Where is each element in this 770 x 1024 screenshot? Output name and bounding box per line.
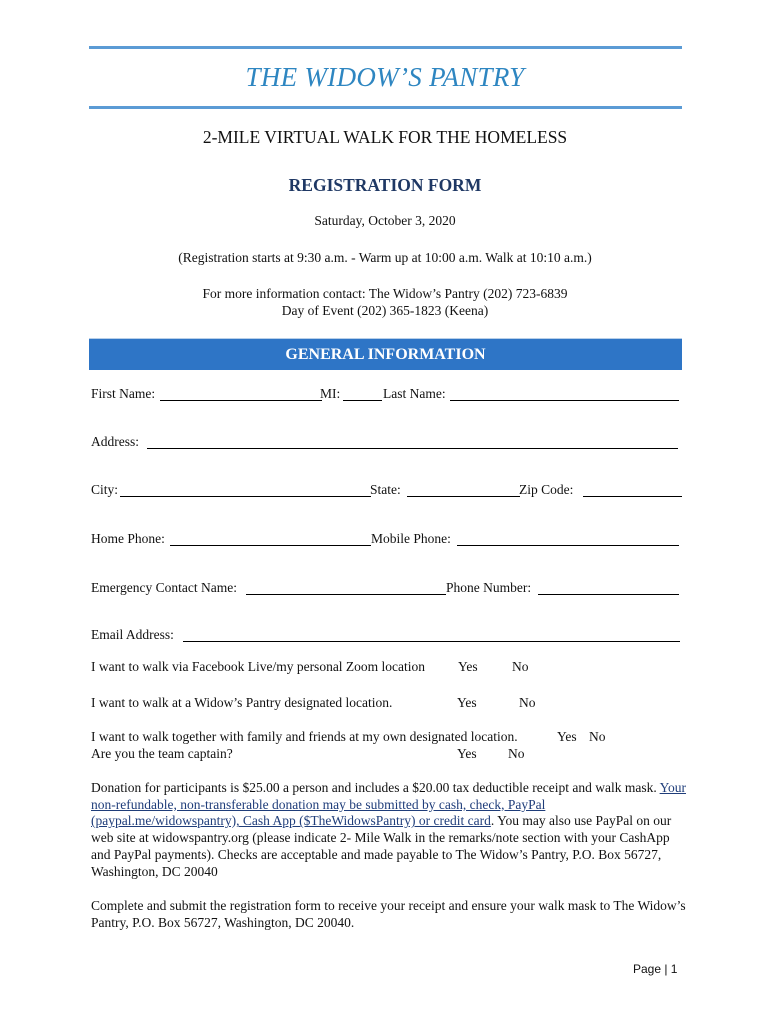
event-schedule: (Registration starts at 9:30 a.m. - Warm up at 10:00 a.m. Walk at 10:10 a.m.) — [178, 250, 592, 265]
first-name-label: First Name: — [91, 386, 156, 401]
no-option[interactable]: No — [512, 659, 529, 674]
page-number: Page | 1 — [633, 962, 678, 976]
phone-number-label: Phone Number: — [446, 580, 532, 595]
yes-option[interactable]: Yes — [457, 746, 477, 761]
email-label: Email Address: — [91, 627, 174, 642]
first-name-field[interactable] — [160, 400, 322, 401]
mobile-phone-field[interactable] — [457, 545, 679, 546]
address-row — [91, 434, 139, 450]
organization-title: THE WIDOW’S PANTRY — [245, 62, 525, 92]
yes-option[interactable]: Yes — [457, 695, 477, 710]
top-rule — [89, 46, 682, 49]
zip-code-field[interactable] — [583, 496, 682, 497]
state-label: State: — [370, 482, 401, 497]
email-field[interactable] — [183, 641, 680, 642]
title-underline-rule — [89, 106, 682, 109]
yes-option[interactable]: Yes — [458, 659, 478, 674]
home-phone-label: Home Phone: — [91, 531, 165, 546]
question-text: I want to walk together with family and friends at my own designated location. — [91, 729, 518, 744]
city-field[interactable] — [120, 496, 371, 497]
no-option[interactable]: No — [508, 746, 525, 761]
event-subtitle: 2-MILE VIRTUAL WALK FOR THE HOMELESS — [202, 127, 568, 147]
city-label: City: — [91, 482, 119, 497]
day-of-event-contact: Day of Event (202) 365-1823 (Keena) — [281, 303, 489, 318]
phone-number-field[interactable] — [538, 594, 679, 595]
question-text: I want to walk via Facebook Live/my personal Zoom location — [91, 659, 426, 674]
home-phone-field[interactable] — [170, 545, 371, 546]
emergency-contact-field[interactable] — [246, 594, 446, 595]
no-option[interactable]: No — [589, 729, 606, 744]
question-text: Are you the team captain? — [91, 746, 233, 761]
section-heading-band — [89, 338, 682, 370]
form-title: REGISTRATION FORM — [288, 175, 482, 195]
question-text: I want to walk at a Widow’s Pantry designated location. — [91, 695, 393, 710]
no-option[interactable]: No — [519, 695, 536, 710]
yes-option[interactable]: Yes — [557, 729, 577, 744]
section-heading: GENERAL INFORMATION — [285, 346, 486, 363]
mi-field[interactable] — [343, 400, 382, 401]
zip-code-label: Zip Code: — [519, 482, 574, 497]
last-name-field[interactable] — [450, 400, 679, 401]
donation-text: Donation for participants is $25.00 a person and includes a $20.00 tax deductible receipt and walk mask. — [91, 780, 660, 795]
address-label: Address: — [91, 434, 139, 449]
address-field[interactable] — [147, 448, 678, 449]
mobile-phone-label: Mobile Phone: — [371, 531, 451, 546]
donation-text-continued: . You may also use PayPal on our web site at widowspantry.org (please indicate 2- Mile Walk in the remarks/note section with your CashApp and PayPal payments). Checks are acceptable and made payable to The Widow’s Pantry, P.O. Box 56727, Washington, DC 20040 — [91, 813, 672, 879]
event-date: Saturday, October 3, 2020 — [314, 213, 456, 228]
closing-paragraph: Complete and submit the registration form to receive your receipt and ensure your walk mask to The Widow’s Pantry, P.O. Box 56727, Washington, DC 20040. — [91, 898, 686, 930]
donation-paragraph — [91, 780, 686, 880]
state-field[interactable] — [407, 496, 520, 497]
mi-label: MI: — [320, 386, 341, 401]
emergency-contact-label: Emergency Contact Name: — [91, 580, 237, 595]
email-row — [91, 627, 174, 643]
contact-info: For more information contact: The Widow’s Pantry (202) 723-6839 — [202, 286, 568, 301]
donation-link[interactable]: Your non-refundable, non-transferable donation may be submitted by cash, check, PayPal (paypal.me/widowspantry), Cash App ($TheWidowsPantry) or credit card — [91, 780, 687, 829]
last-name-label: Last Name: — [383, 386, 446, 401]
